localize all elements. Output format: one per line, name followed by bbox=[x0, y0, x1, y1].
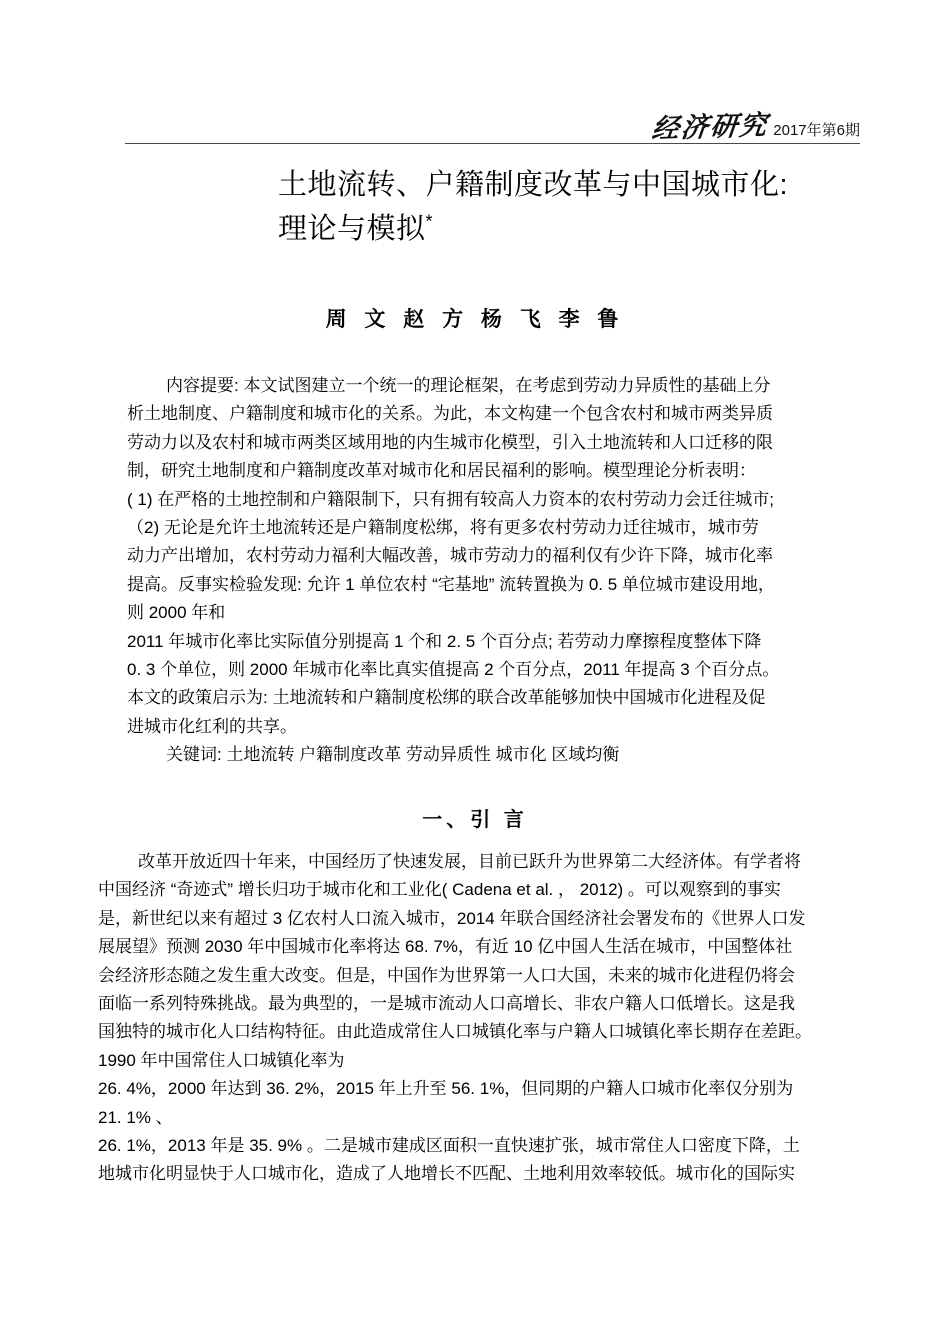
abstract-line: 提高。反事实检验发现: 允许 1 单位农村 “宅基地” 流转置换为 0. 5 单位城市建设用地， bbox=[127, 574, 775, 594]
abstract-line: 本文的政策启示为: 土地流转和户籍制度松绑的联合改革能够加快中国城市化进程及促 bbox=[127, 688, 766, 708]
author-line: 周 文 赵 方 杨 飞 李 鲁 bbox=[325, 308, 625, 331]
abstract-block bbox=[127, 372, 843, 770]
body-text-block bbox=[98, 848, 854, 1189]
body-line: 中国经济 “奇迹式” 增长归功于城市化和工业化( Cadena et al. ， 2012) 。可以观察到的事实 bbox=[98, 880, 781, 900]
abstract-line: 则 2000 年和 bbox=[127, 603, 226, 623]
body-line: 26. 1%，2013 年是 35. 9% 。二是城市建成区面积一直快速扩张，城市常住人口密度下降，土 bbox=[98, 1136, 800, 1156]
abstract-line: 内容提要: 本文试图建立一个统一的理论框架，在考虑到劳动力异质性的基础上分 bbox=[166, 376, 771, 395]
header-masthead bbox=[125, 95, 860, 146]
body-line: 会经济形态随之发生重大改变。但是，中国作为世界第一人口大国，未来的城市化进程仍将会 bbox=[98, 965, 795, 985]
title-line-2: 理论与模拟 bbox=[278, 213, 426, 245]
body-line: 国独特的城市化人口结构特征。由此造成常住人口城镇化率与户籍人口城镇化率长期存在差距。 bbox=[98, 1022, 812, 1042]
page-title bbox=[278, 163, 838, 251]
title-line-2-wrapper bbox=[278, 207, 838, 251]
body-line: 是，新世纪以来有超过 3 亿农村人口流入城市，2014 年联合国经济社会署发布的《世界人口发 bbox=[98, 908, 806, 928]
abstract-line: 析土地制度、户籍制度和城市化的关系。为此，本文构建一个包含农村和城市两类异质 bbox=[127, 404, 773, 424]
abstract-line: ( 1) 在严格的土地控制和户籍限制下，只有拥有较高人力资本的农村劳动力会迁往城市; bbox=[127, 489, 774, 509]
abstract-line: 动力产出增加，农村劳动力福利大幅改善，城市劳动力的福利仅有少许下降，城市化率 bbox=[127, 546, 773, 566]
abstract-line: 制，研究土地制度和户籍制度改革对城市化和居民福利的影响。模型理论分析表明： bbox=[127, 461, 756, 481]
body-line: 26. 4%，2000 年达到 36. 2%，2015 年上升至 56. 1%，但同期的户籍人口城市化率仅分别为 bbox=[98, 1079, 794, 1099]
abstract-line: 2011 年城市化率比实际值分别提高 1 个和 2. 5 个百分点; 若劳动力摩擦程度整体下降 bbox=[127, 631, 762, 651]
section-heading-introduction: 一、引 言 bbox=[422, 809, 528, 831]
abstract-line: 劳动力以及农村和城市两类区域用地的内生城市化模型，引入土地流转和人口迁移的限 bbox=[127, 432, 773, 452]
body-line: 21. 1% 、 bbox=[98, 1107, 173, 1127]
abstract-line: 0. 3 个单位，则 2000 年城市化率比真实值提高 2 个百分点，2011 年提高 3 个百分点。 bbox=[127, 660, 780, 680]
journal-issue-label: 2017年第6期 bbox=[773, 122, 860, 139]
body-line: 面临一系列特殊挑战。最为典型的，一是城市流动人口高增长、非农户籍人口低增长。这是我 bbox=[98, 994, 795, 1014]
keywords-line: 关键词: 土地流转 户籍制度改革 劳动异质性 城市化 区域均衡 bbox=[166, 745, 620, 765]
title-footnote-marker: * bbox=[425, 211, 434, 232]
body-line: 展展望》预测 2030 年中国城市化率将达 68. 7%，有近 10 亿中国人生活在城市，中国整体社 bbox=[98, 937, 793, 957]
abstract-line: （2) 无论是允许土地流转还是户籍制度松绑，将有更多农村劳动力迁往城市，城市劳 bbox=[127, 518, 759, 538]
title-line-1: 土地流转、户籍制度改革与中国城市化: bbox=[278, 169, 789, 201]
header-divider bbox=[125, 143, 860, 144]
abstract-line: 进城市化红利的共享。 bbox=[127, 716, 297, 736]
page-header bbox=[125, 95, 860, 145]
journal-logo: 经济研究 bbox=[650, 110, 771, 146]
body-line: 改革开放近四十年来，中国经历了快速发展，目前已跃升为世界第二大经济体。有学者将 bbox=[138, 852, 801, 871]
body-line: 地城市化明显快于人口城市化，造成了人地增长不匹配、土地利用效率较低。城市化的国际实 bbox=[98, 1164, 795, 1184]
body-line: 1990 年中国常住人口城镇化率为 bbox=[98, 1050, 345, 1070]
